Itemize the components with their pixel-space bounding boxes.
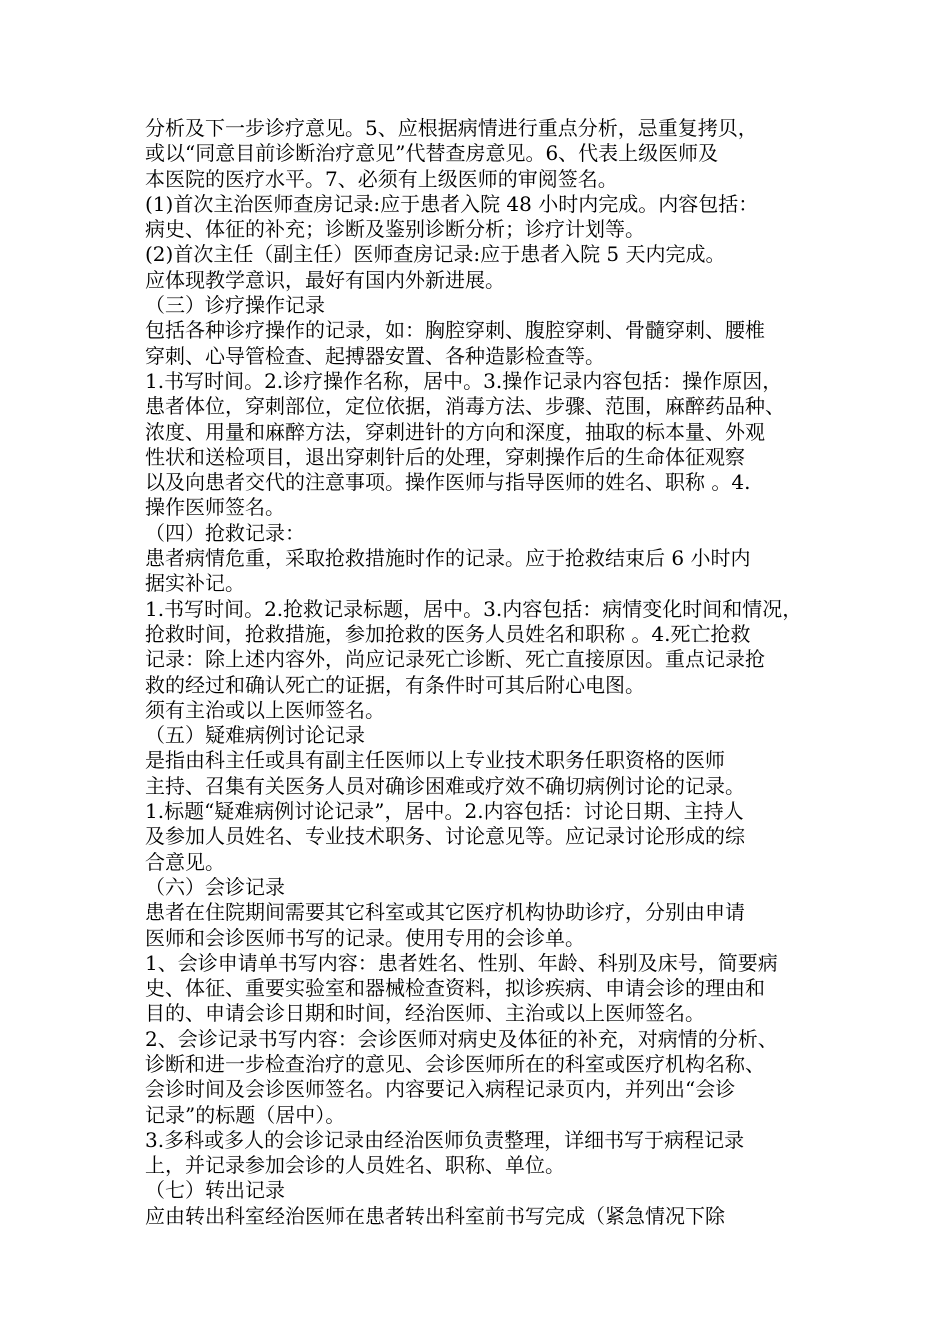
text-line: 目的、申请会诊日期和时间，经治医师、主治或以上医师签名。 <box>145 1001 705 1026</box>
text-line: 史、体征、重要实验室和器械检查资料，拟诊疾病、申请会诊的理由和 <box>145 976 765 1001</box>
text-line: 患者在住院期间需要其它科室或其它医疗机构协助诊疗，分别由申请 <box>145 900 745 925</box>
text-line: 本医院的医疗水平。7、必须有上级医师的审阅签名。 <box>145 166 618 191</box>
text-line: 会诊时间及会诊医师签名。内容要记入病程记录页内，并列出“会诊 <box>145 1077 736 1102</box>
text-line: 1.标题“疑难病例讨论记录”，居中。2.内容包括：讨论日期、主持人 <box>145 799 744 824</box>
text-line: 2、会诊记录书写内容：会诊医师对病史及体征的补充，对病情的分析、 <box>145 1026 778 1051</box>
text-line: 记录”的标题（居中）。 <box>145 1102 346 1127</box>
text-line: 浓度、用量和麻醉方法，穿刺进针的方向和深度，抽取的标本量、外观 <box>145 419 765 444</box>
section-heading: （五）疑难病例讨论记录 <box>145 723 365 748</box>
document-body <box>145 116 815 1229</box>
section-heading: （三）诊疗操作记录 <box>145 293 325 318</box>
text-line: 1、会诊申请单书写内容：患者姓名、性别、年龄、科别及床号，简要病 <box>145 950 778 975</box>
text-line: 患者体位，穿刺部位，定位依据，消毒方法、步骤、范围，麻醉药品种、 <box>145 394 785 419</box>
section-heading: （四）抢救记录： <box>145 520 305 545</box>
text-line: 医师和会诊医师书写的记录。使用专用的会诊单。 <box>145 925 585 950</box>
text-line: 1.书写时间。2.抢救记录标题，居中。3.内容包括：病情变化时间和情况， <box>145 596 803 621</box>
text-line: 须有主治或以上医师签名。 <box>145 697 385 722</box>
text-line: 穿刺、心导管检查、起搏器安置、各种造影检查等。 <box>145 343 605 368</box>
text-line: 是指由科主任或具有副主任医师以上专业技术职务任职资格的医师 <box>145 748 725 773</box>
text-line: 上，并记录参加会诊的人员姓名、职称、单位。 <box>145 1153 565 1178</box>
text-line: 应体现教学意识，最好有国内外新进展。 <box>145 267 505 292</box>
text-line: 及参加人员姓名、专业技术职务、讨论意见等。应记录讨论形成的综 <box>145 824 745 849</box>
text-line: 据实补记。 <box>145 571 245 596</box>
text-line: 1.书写时间。2.诊疗操作名称，居中。3.操作记录内容包括：操作原因， <box>145 368 783 393</box>
text-line: 抢救时间，抢救措施，参加抢救的医务人员姓名和职称 。4.死亡抢救 <box>145 621 751 646</box>
text-line: 性状和送检项目，退出穿刺针后的处理，穿刺操作后的生命体征观察 <box>145 444 745 469</box>
text-line: 病史、体征的补充；诊断及鉴别诊断分析；诊疗计划等。 <box>145 217 645 242</box>
text-line: 主持、召集有关医务人员对确诊困难或疗效不确切病例讨论的记录。 <box>145 773 745 798</box>
text-line: 应由转出科室经治医师在患者转出科室前书写完成（紧急情况下除 <box>145 1203 725 1228</box>
text-line: 记录：除上述内容外，尚应记录死亡诊断、死亡直接原因。重点记录抢 <box>145 647 765 672</box>
text-line: (1)首次主治医师查房记录:应于患者入院 48 小时内完成。内容包括： <box>145 191 759 216</box>
text-line: (2)首次主任（副主任）医师查房记录:应于患者入院 5 天内完成。 <box>145 242 726 267</box>
text-line: 以及向患者交代的注意事项。操作医师与指导医师的姓名、职称 。4. <box>145 470 751 495</box>
section-heading: （七）转出记录 <box>145 1178 285 1203</box>
text-line: 包括各种诊疗操作的记录，如：胸腔穿刺、腹腔穿刺、骨髓穿刺、腰椎 <box>145 318 765 343</box>
text-line: 操作医师签名。 <box>145 495 285 520</box>
text-line: 诊断和进一步检查治疗的意见、会诊医师所在的科室或医疗机构名称、 <box>145 1051 765 1076</box>
text-line: 分析及下一步诊疗意见。5、应根据病情进行重点分析，忌重复拷贝， <box>145 116 758 140</box>
text-line: 患者病情危重，采取抢救措施时作的记录。应于抢救结束后 6 小时内 <box>145 546 751 571</box>
section-heading: （六）会诊记录 <box>145 874 285 899</box>
text-line: 3.多科或多人的会诊记录由经治医师负责整理，详细书写于病程记录 <box>145 1127 745 1152</box>
text-line: 或以“同意目前诊断治疗意见”代替查房意见。6、代表上级医师及 <box>145 141 719 166</box>
text-line: 合意见。 <box>145 849 225 874</box>
text-line: 救的经过和确认死亡的证据，有条件时可其后附心电图。 <box>145 672 645 697</box>
